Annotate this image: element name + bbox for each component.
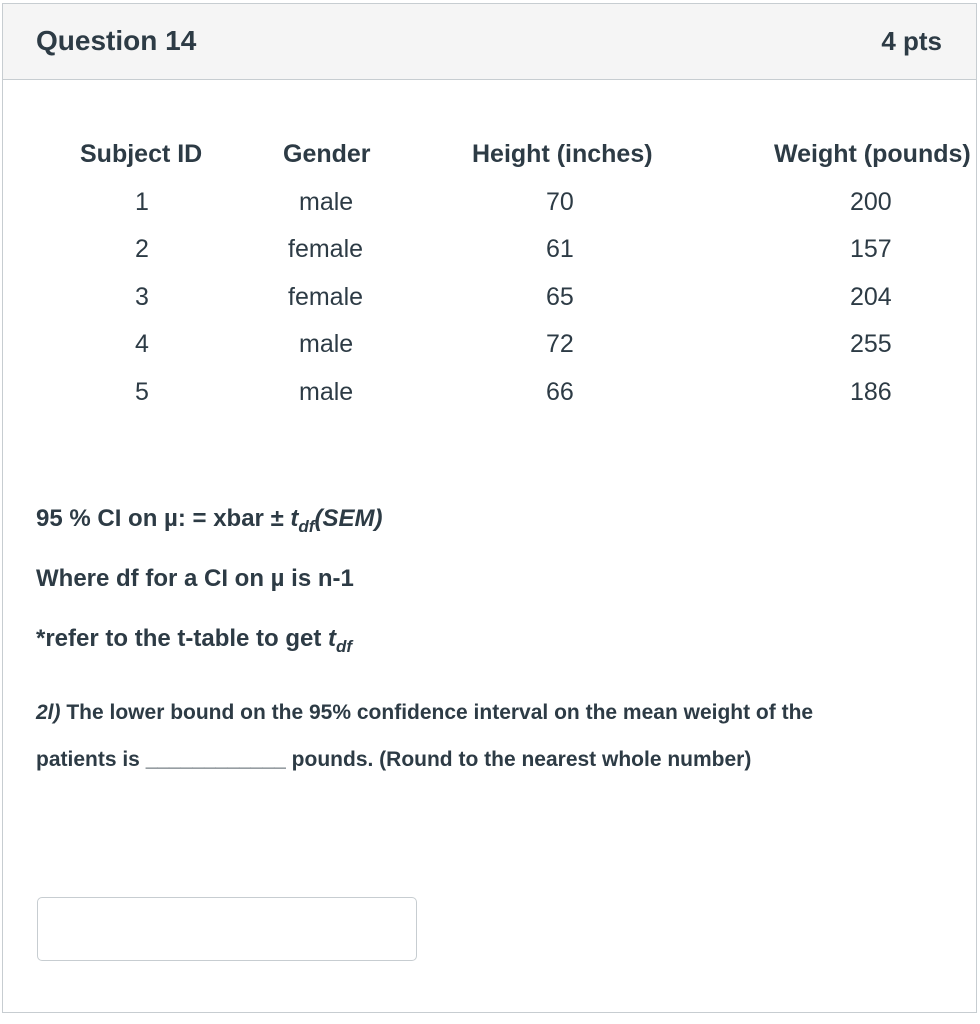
ci-formula-prefix: 95 % CI on µ: = xbar ± xyxy=(36,505,291,532)
table-header-height: Height (inches) xyxy=(472,140,653,168)
table-header-subject-id: Subject ID xyxy=(80,140,203,168)
answer-input[interactable] xyxy=(37,897,417,961)
table-header-gender: Gender xyxy=(283,140,371,168)
question-card xyxy=(2,3,977,1013)
ci-formula xyxy=(36,505,382,537)
table-cell: 2 xyxy=(135,235,149,263)
ref-t-subscript: df xyxy=(336,637,353,656)
table-cell: 66 xyxy=(546,378,574,406)
question-title: Question 14 xyxy=(36,25,197,56)
table-header-weight: Weight (pounds) xyxy=(774,140,971,168)
table-cell: 4 xyxy=(135,330,149,358)
table-cell: 72 xyxy=(546,330,574,358)
table-cell: 1 xyxy=(135,188,149,216)
table-cell: 255 xyxy=(850,330,892,358)
table-cell: 186 xyxy=(850,378,892,406)
question-prompt-text-1: The lower bound on the 95% confidence interval on the mean weight of the xyxy=(60,701,814,724)
question-prompt-line-2: patients is ____________ pounds. (Round to the nearest whole number) xyxy=(36,748,752,771)
table-cell: 5 xyxy=(135,378,149,406)
table-cell: female xyxy=(288,235,364,263)
t-table-note xyxy=(36,625,352,657)
ref-t-symbol: t xyxy=(328,625,337,652)
table-cell: male xyxy=(299,330,354,358)
sem-term: (SEM) xyxy=(314,505,383,532)
table-cell: 200 xyxy=(850,188,892,216)
table-cell: male xyxy=(299,378,354,406)
table-cell: female xyxy=(288,283,364,311)
question-points: 4 pts xyxy=(881,26,942,56)
table-cell: 204 xyxy=(850,283,892,311)
question-part-label: 2l) xyxy=(36,701,61,724)
table-cell: 70 xyxy=(546,188,574,216)
t-subscript: df xyxy=(298,517,315,536)
table-cell: 61 xyxy=(546,235,574,263)
table-cell: 65 xyxy=(546,283,574,311)
df-note: Where df for a CI on µ is n-1 xyxy=(36,565,354,592)
t-table-note-text: *refer to the t-table to get xyxy=(36,625,329,652)
data-table xyxy=(3,80,976,440)
table-cell: male xyxy=(299,188,354,216)
table-cell: 157 xyxy=(850,235,892,263)
question-prompt-line-1 xyxy=(36,701,813,725)
table-cell: 3 xyxy=(135,283,149,311)
question-header xyxy=(3,4,976,80)
t-symbol: t xyxy=(290,505,299,532)
